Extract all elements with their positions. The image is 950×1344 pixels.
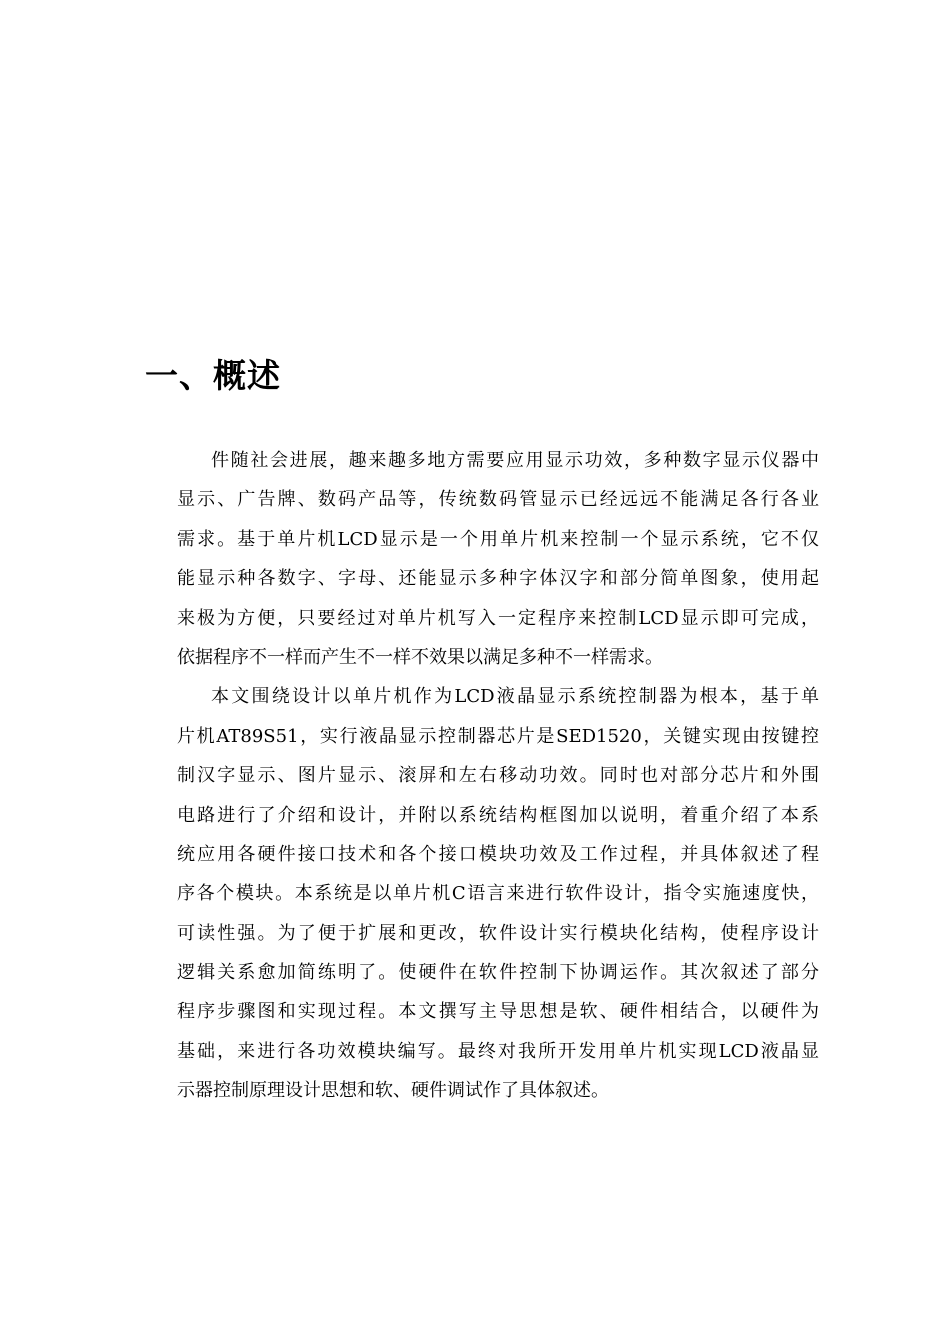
body-text <box>177 441 819 1111</box>
section-heading: 一、概述 <box>145 356 281 395</box>
text-line: 件随社会进展，趣来趣多地方需要应用显示功效，多种数字显示仪器中 <box>211 450 819 471</box>
text-line: 需求。基于单片机LCD显示是一个用单片机来控制一个显示系统，它不仅 <box>177 528 819 550</box>
text-line: 片机AT89S51，实行液晶显示控制器芯片是SED1520，关键实现由按键控 <box>177 725 819 747</box>
text-line: 统应用各硬件接口技术和各个接口模块功效及工作过程，并具体叙述了程 <box>177 843 819 865</box>
text-line: 示器控制原理设计思想和软、硬件调试作了具体叙述。 <box>177 1080 609 1102</box>
text-line: 序各个模块。本系统是以单片机C语言来进行软件设计，指令实施速度快， <box>177 883 819 905</box>
text-line: 能显示种各数字、字母、还能显示多种字体汉字和部分简单图象，使用起 <box>177 568 819 590</box>
text-line: 逻辑关系愈加简练明了。使硬件在软件控制下协调运作。其次叙述了部分 <box>177 962 819 984</box>
text-line: 来极为方便，只要经过对单片机写入一定程序来控制LCD显示即可完成， <box>177 607 819 629</box>
text-line: 可读性强。为了便于扩展和更改，软件设计实行模块化结构，使程序设计 <box>177 922 819 944</box>
text-line: 程序步骤图和实现过程。本文撰写主导思想是软、硬件相结合，以硬件为 <box>177 1001 819 1023</box>
text-line: 电路进行了介绍和设计，并附以系统结构框图加以说明，着重介绍了本系 <box>177 804 819 826</box>
text-line: 依据程序不一样而产生不一样不效果以满足多种不一样需求。 <box>177 646 663 668</box>
text-line: 本文围绕设计以单片机作为LCD液晶显示系统控制器为根本，基于单 <box>211 686 819 708</box>
text-line: 制汉字显示、图片显示、滚屏和左右移动功效。同时也对部分芯片和外围 <box>177 765 819 787</box>
paragraph-intro <box>177 441 819 677</box>
paragraph-design <box>177 677 819 1110</box>
text-line: 显示、广告牌、数码产品等，传统数码管显示已经远远不能满足各行各业 <box>177 489 819 511</box>
text-line: 基础，来进行各功效模块编写。最终对我所开发用单片机实现LCD液晶显 <box>177 1040 819 1062</box>
